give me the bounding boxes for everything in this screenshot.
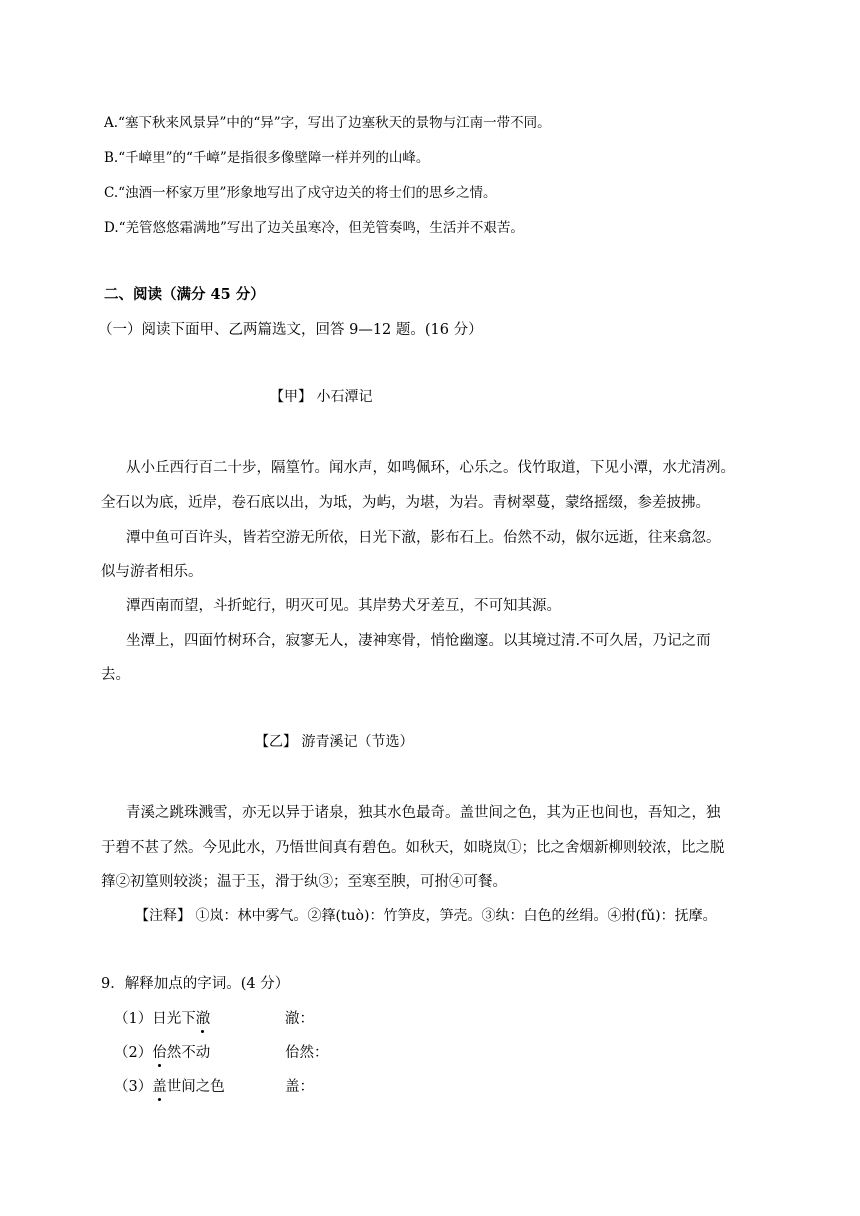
dotted-char: 佁 [152, 1041, 167, 1062]
question-9-item [114, 1075, 860, 1096]
option-d: D.“羌管悠悠霜满地”写出了边关虽寒冷，但羌管奏鸣，生活并不艰苦。 [104, 220, 524, 236]
question-9-title: 9．解释加点的字词。(4 分） [101, 976, 290, 992]
question-9-item [114, 1007, 860, 1028]
passage-a-heading: 【甲】 小石潭记 [270, 389, 373, 405]
passage-a-line: 似与游者相乐。 [101, 564, 203, 580]
answer-label: 澈： [285, 1011, 314, 1027]
passage-a-line: 从小丘西行百二十步，隔篁竹。闻水声，如鸣佩环，心乐之。伐竹取道，下见小潭，水尤清冽。 [126, 460, 735, 476]
section-title: 二、阅读（满分 45 分） [104, 286, 265, 303]
item-suffix: 世间之色 [166, 1079, 225, 1095]
dotted-char: 澈 [196, 1007, 211, 1028]
item-prefix: （3） [114, 1079, 153, 1095]
passage-a-line: 去。 [101, 667, 130, 683]
item-suffix: 然不动 [166, 1045, 211, 1061]
passage-a-line: 坐潭上，四面竹树环合，寂寥无人，凄神寒骨，悄怆幽邃。以其境过清.不可久居，乃记之而 [126, 633, 711, 649]
answer-label: 佁然： [285, 1045, 329, 1061]
item-prefix: （2） [114, 1045, 153, 1061]
passage-b-line: 于碧不甚了然。今见此水，乃悟世间真有碧色。如秋天，如晓岚①；比之舍烟新柳则较浓，比之脱 [101, 840, 725, 856]
passage-b-line: 箨②初篁则较淡；温于玉，滑于纨③；至寒至腴，可拊④可餐。 [101, 874, 507, 890]
passage-b-line: 青溪之跳珠溅雪，亦无以异于诸泉，独其水色最奇。盖世间之色，其为正也间也，吾知之，独 [126, 805, 721, 821]
question-9-item [114, 1041, 860, 1062]
passage-a-line: 全石以为底，近岸，卷石底以出，为坻，为屿，为堪，为岩。青树翠蔓，蒙络摇缀，参差披拂。 [101, 495, 710, 511]
section-instruction: （一）阅读下面甲、乙两篇选文，回答 9—12 题。(16 分） [98, 322, 483, 338]
passage-b-heading: 【乙】 游青溪记（节选） [255, 734, 414, 750]
option-c: C.“浊酒一杯家万里”形象地写出了戍守边关的将士们的思乡之情。 [104, 185, 497, 201]
answer-label: 盖： [285, 1079, 314, 1095]
passage-b-note: 【注释】 ①岚：林中雾气。②箨(tuò)：竹笋皮，笋壳。③纨：白色的丝绢。④拊(fǔ)：抚摩。 [135, 908, 717, 924]
item-prefix: （1）日光下 [114, 1011, 196, 1027]
passage-a-line: 潭中鱼可百许头，皆若空游无所依，日光下澈，影布石上。佁然不动，俶尔远逝，往来翕忽。 [126, 530, 721, 546]
option-a: A.“塞下秋来风景异”中的“异”字，写出了边塞秋天的景物与江南一带不同。 [104, 115, 551, 131]
passage-a-line: 潭西南而望，斗折蛇行，明灭可见。其岸势犬牙差互，不可知其源。 [126, 598, 561, 614]
dotted-char: 盖 [152, 1075, 167, 1096]
option-b: B.“千嶂里”的“千嶂”是指很多像壁障一样并列的山峰。 [104, 150, 430, 166]
